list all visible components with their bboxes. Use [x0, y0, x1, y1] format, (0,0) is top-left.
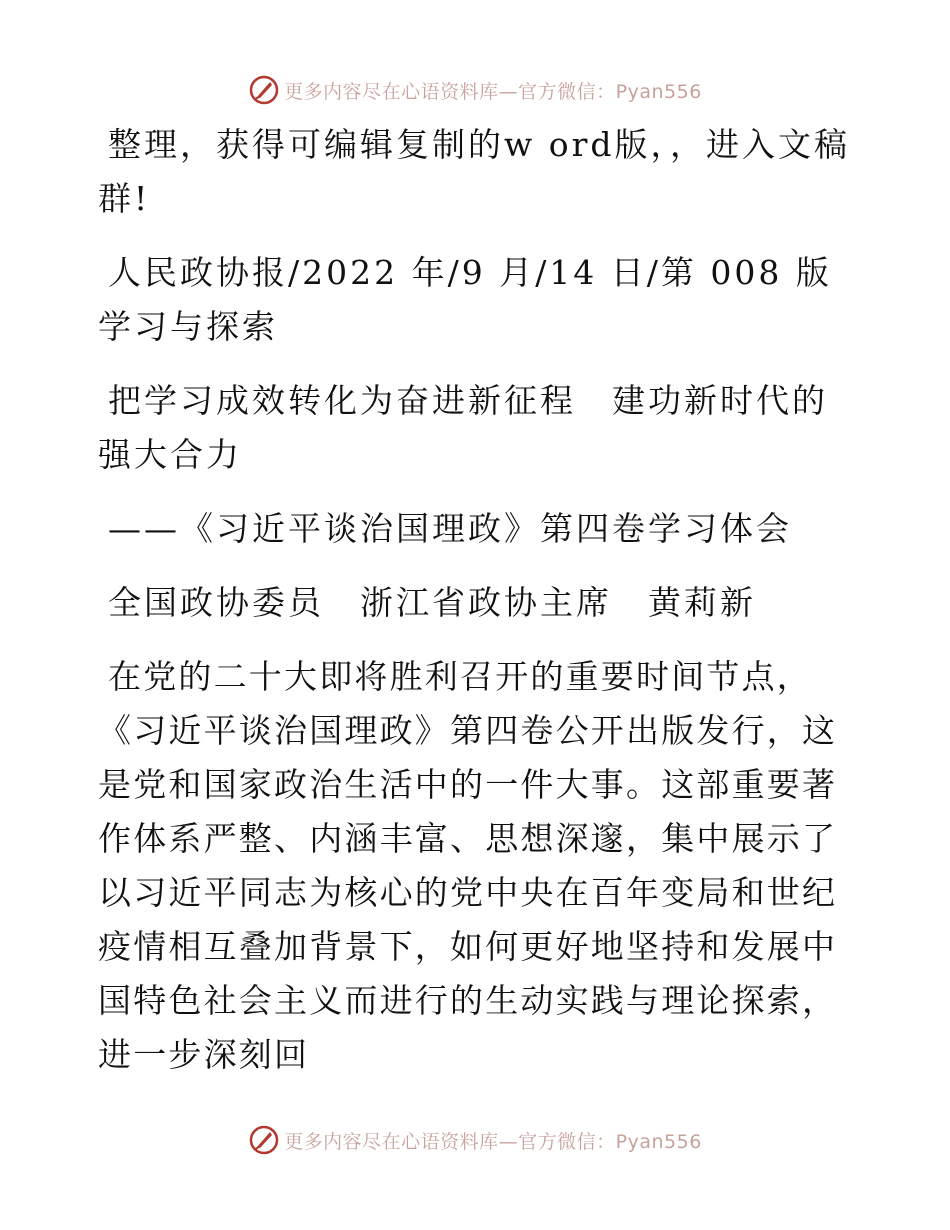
footer-banner-text: 更多内容尽在心语资料库—官方微信：Pyan556	[284, 1130, 702, 1153]
quill-pen-icon	[248, 74, 280, 106]
author-line: 全国政协委员 浙江省政协主席 黄莉新	[108, 583, 756, 622]
intro-note: 整理，获得可编辑复制的w ord版，，进入文稿群!	[98, 125, 851, 218]
header-banner	[0, 70, 950, 110]
header-banner-text: 更多内容尽在心语资料库—官方微信：Pyan556	[284, 80, 702, 103]
article-title: 把学习成效转化为奋进新征程 建功新时代的强大合力	[98, 381, 828, 474]
footer-banner	[0, 1120, 950, 1160]
document-body	[98, 118, 858, 1102]
body-paragraph: 在党的二十大即将胜利召开的重要时间节点，《习近平谈治国理政》第四卷公开出版发行，这是党和国家政治生活中的一件大事。这部重要著作体系严整、内涵丰富、思想深邃，集中展示了以习近平同志为核心的党中央在百年变局和世纪疫情相互叠加背景下，如何更好地坚持和发展中国特色社会主义而进行的生动实践与理论探索，进一步深刻回	[98, 657, 838, 1074]
source-line: 人民政协报/2022 年/9 月/14 日/第 008 版学习与探索	[98, 253, 832, 346]
quill-pen-icon	[248, 1124, 280, 1156]
article-subtitle: ——《习近平谈治国理政》第四卷学习体会	[108, 509, 792, 548]
